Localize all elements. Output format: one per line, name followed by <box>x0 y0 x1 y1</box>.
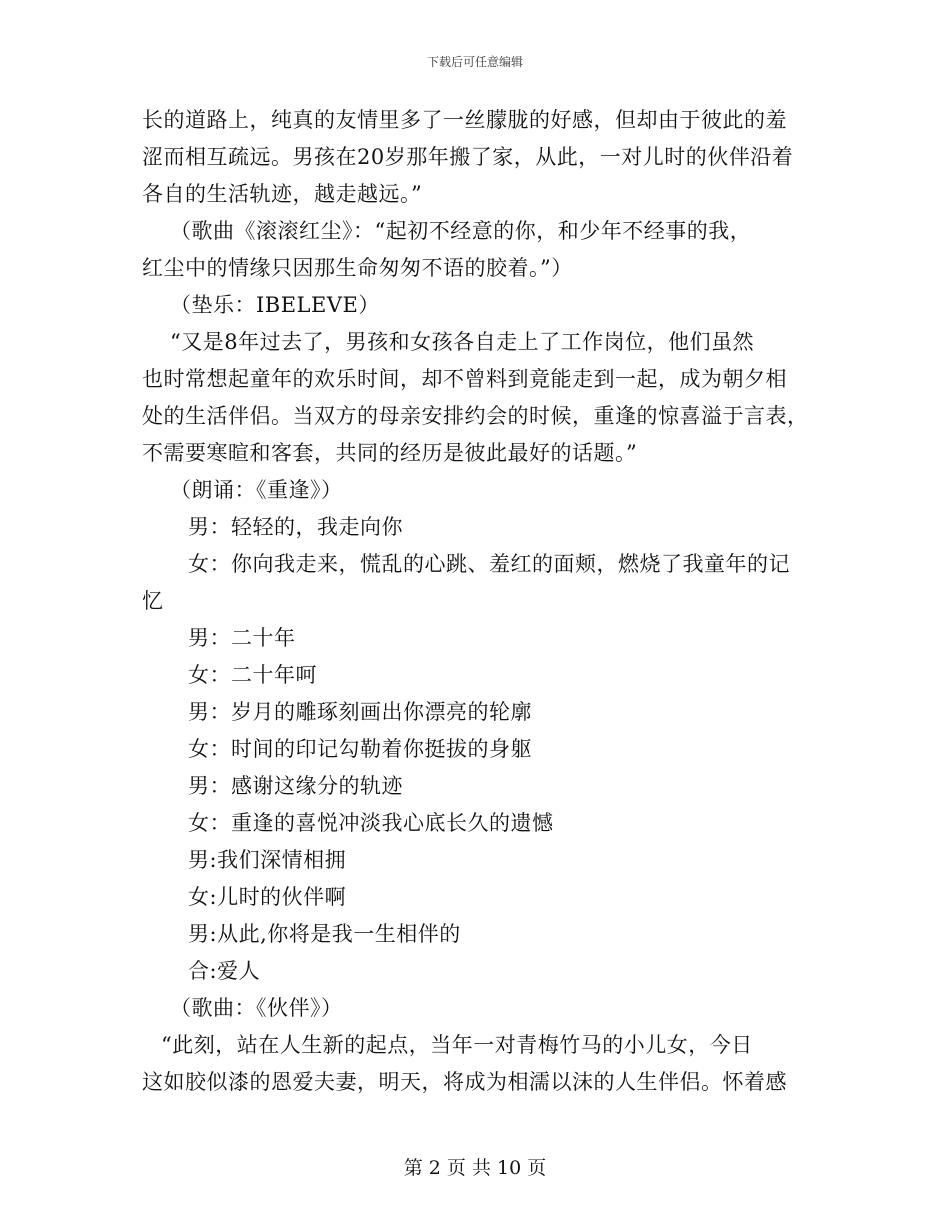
text-line: 这如胶似漆的恩爱夫妻，明天，将成为相濡以沫的人生伴侣。怀着感 <box>142 1070 787 1094</box>
dialogue-line: 男：二十年 <box>188 626 296 650</box>
dialogue-line: 女：重逢的喜悦冲淡我心底长久的遗憾 <box>188 811 554 835</box>
dialogue-line: 男：轻轻的，我走向你 <box>188 515 403 539</box>
text-line: 忆 <box>142 589 164 613</box>
dialogue-line: 女：你向我走来，慌乱的心跳、羞红的面颊，燃烧了我童年的记 <box>188 552 790 576</box>
text-line: （歌曲《滚滚红尘》：“起初不经意的你，和少年不经事的我， <box>170 219 752 243</box>
text-line: （朗诵：《重逢》） <box>170 478 343 502</box>
dialogue-line: 男:从此,你将是我一生相伴的 <box>188 922 461 946</box>
text-line: “此刻，站在人生新的起点，当年一对青梅竹马的小儿女，今日 <box>161 1033 753 1057</box>
text-line: 处的生活伴侣。当双方的母亲安排约会的时候，重逢的惊喜溢于言表， <box>142 404 809 428</box>
dialogue-line: 女:儿时的伙伴啊 <box>188 885 347 909</box>
text-line: “又是8年过去了，男孩和女孩各自走上了工作岗位，他们虽然 <box>170 330 755 354</box>
dialogue-line: 合:爱人 <box>188 959 261 983</box>
dialogue-line: 女：时间的印记勾勒着你挺拔的身躯 <box>188 737 532 761</box>
text-line: 长的道路上，纯真的友情里多了一丝朦胧的好感，但却由于彼此的羞 <box>142 108 787 132</box>
text-line: 红尘中的情缘只因那生命匆匆不语的胶着。”） <box>142 256 573 280</box>
page-footer: 第 2 页 共 10 页 <box>403 1157 547 1179</box>
text-line: 也时常想起童年的欢乐时间，却不曾料到竟能走到一起，成为朝夕相 <box>142 367 787 391</box>
text-line: 不需要寒暄和客套，共同的经历是彼此最好的话题。” <box>142 441 638 465</box>
text-line: 涩而相互疏远。男孩在20岁那年搬了家，从此，一对儿时的伙伴沿着 <box>142 145 794 169</box>
text-line: （垫乐：IBELEVE） <box>170 293 380 317</box>
dialogue-line: 女：二十年呵 <box>188 663 317 687</box>
dialogue-line: 男：感谢这缘分的轨迹 <box>188 774 403 798</box>
dialogue-line: 男:我们深情相拥 <box>188 848 347 872</box>
page-header: 下载后可任意编辑 <box>426 55 523 69</box>
dialogue-line: 男：岁月的雕琢刻画出你漂亮的轮廓 <box>188 700 532 724</box>
text-line: 各自的生活轨迹，越走越远。” <box>142 182 423 206</box>
document-body <box>142 102 812 1101</box>
text-line: （歌曲：《伙伴》） <box>170 996 343 1020</box>
